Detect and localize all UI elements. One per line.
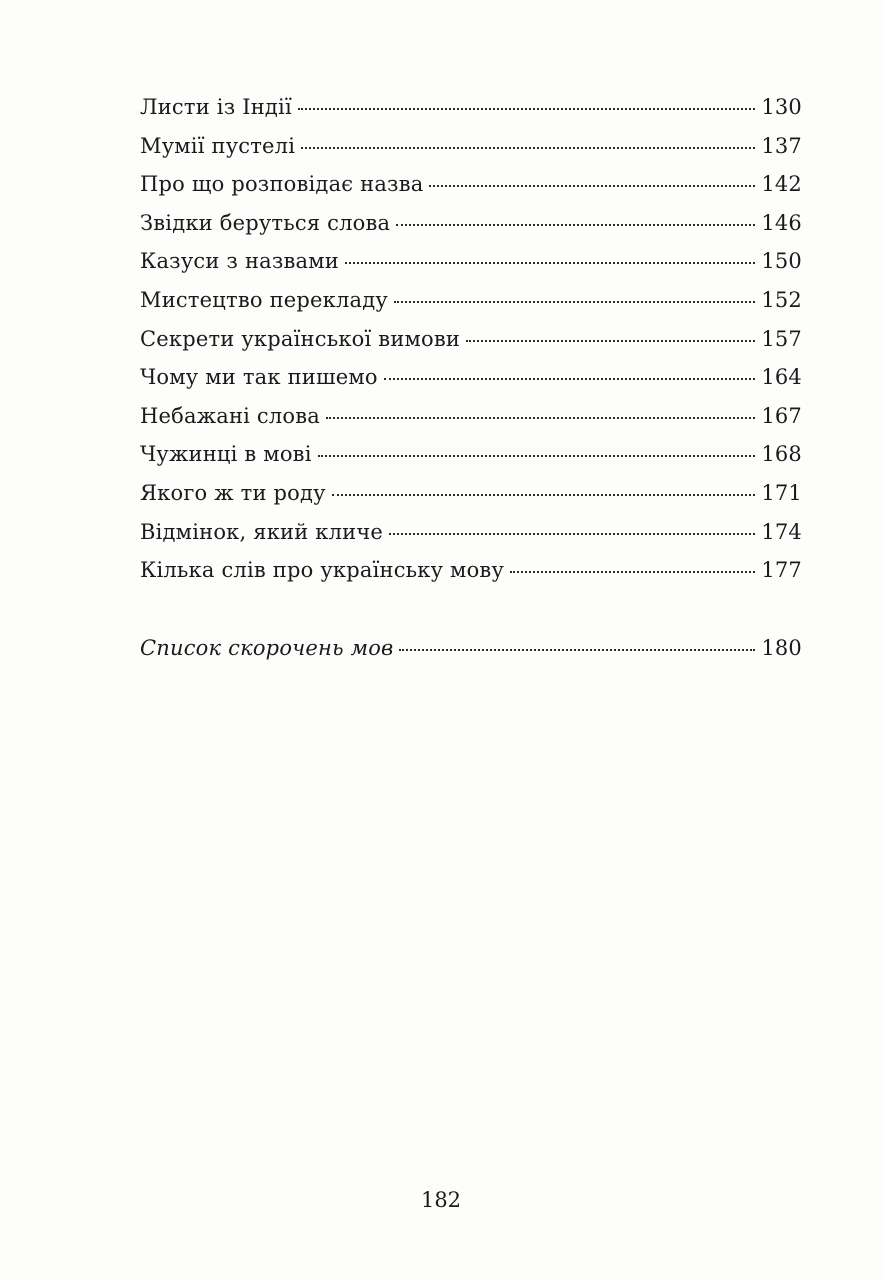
toc-entry xyxy=(140,442,802,481)
toc-entry xyxy=(140,520,802,559)
toc-entry-title: Список скорочень мов xyxy=(140,636,394,660)
toc-entry-title: Чому ми так пишемо xyxy=(140,365,378,390)
page-number: 182 xyxy=(420,1188,462,1212)
toc-entry xyxy=(140,134,802,173)
toc-appendix xyxy=(140,636,802,675)
toc-entry-page: 152 xyxy=(761,287,802,312)
toc-entry-abbreviations xyxy=(140,636,802,675)
toc-entry-page: 168 xyxy=(761,442,802,467)
toc-entry-page: 137 xyxy=(761,133,802,158)
toc-entry-title: Небажані слова xyxy=(140,403,321,428)
toc-entry-page: 157 xyxy=(761,326,802,351)
toc-entry-page: 177 xyxy=(761,558,802,583)
dot-leader xyxy=(429,185,755,187)
dot-leader xyxy=(399,649,755,651)
dot-leader xyxy=(301,147,755,149)
toc-entry-page: 146 xyxy=(761,210,802,235)
toc-entry xyxy=(140,558,802,597)
toc-entry-page: 130 xyxy=(761,95,802,119)
toc-entry-title: Казуси з назвами xyxy=(140,249,339,274)
toc-entry xyxy=(140,327,802,366)
toc-entry xyxy=(140,365,802,404)
dot-leader xyxy=(396,224,755,226)
toc-entry-title: Мистецтво перекладу xyxy=(140,287,388,312)
toc-entry xyxy=(140,211,802,250)
dot-leader xyxy=(345,262,755,264)
toc-entry-page: 171 xyxy=(761,480,802,505)
toc-entry xyxy=(140,404,802,443)
toc-entry-title: Листи із Індії xyxy=(140,95,292,119)
dot-leader xyxy=(332,494,756,496)
dot-leader xyxy=(389,533,755,535)
toc-entry xyxy=(140,288,802,327)
dot-leader xyxy=(326,417,755,419)
toc-entry xyxy=(140,249,802,288)
toc-entry-page: 174 xyxy=(761,519,802,544)
toc-entry xyxy=(140,481,802,520)
table-of-contents xyxy=(140,95,802,597)
toc-entry-title: Кілька слів про українську мову xyxy=(140,558,504,583)
dot-leader xyxy=(510,571,755,573)
dot-leader xyxy=(466,340,755,342)
dot-leader xyxy=(318,455,756,457)
toc-entry-page: 167 xyxy=(761,403,802,428)
dot-leader xyxy=(394,301,755,303)
toc-entry-page: 180 xyxy=(761,636,802,660)
toc-entry-page: 142 xyxy=(761,172,802,197)
toc-entry-page: 164 xyxy=(761,365,802,390)
toc-entry-title: Звідки беруться слова xyxy=(140,210,391,235)
toc-entry-title: Секрети української вимови xyxy=(140,326,461,351)
dot-leader xyxy=(384,378,756,380)
dot-leader xyxy=(298,108,755,110)
toc-entry-title: Про що розповідає назва xyxy=(140,172,424,197)
toc-entry-page: 150 xyxy=(761,249,802,274)
toc-entry-title: Якого ж ти роду xyxy=(140,480,326,505)
toc-entry-title: Мумії пустелі xyxy=(140,133,296,158)
toc-entry-title: Відмінок, який кличе xyxy=(140,519,384,544)
toc-entry xyxy=(140,95,802,134)
toc-entry xyxy=(140,172,802,211)
toc-entry-title: Чужинці в мові xyxy=(140,442,312,467)
